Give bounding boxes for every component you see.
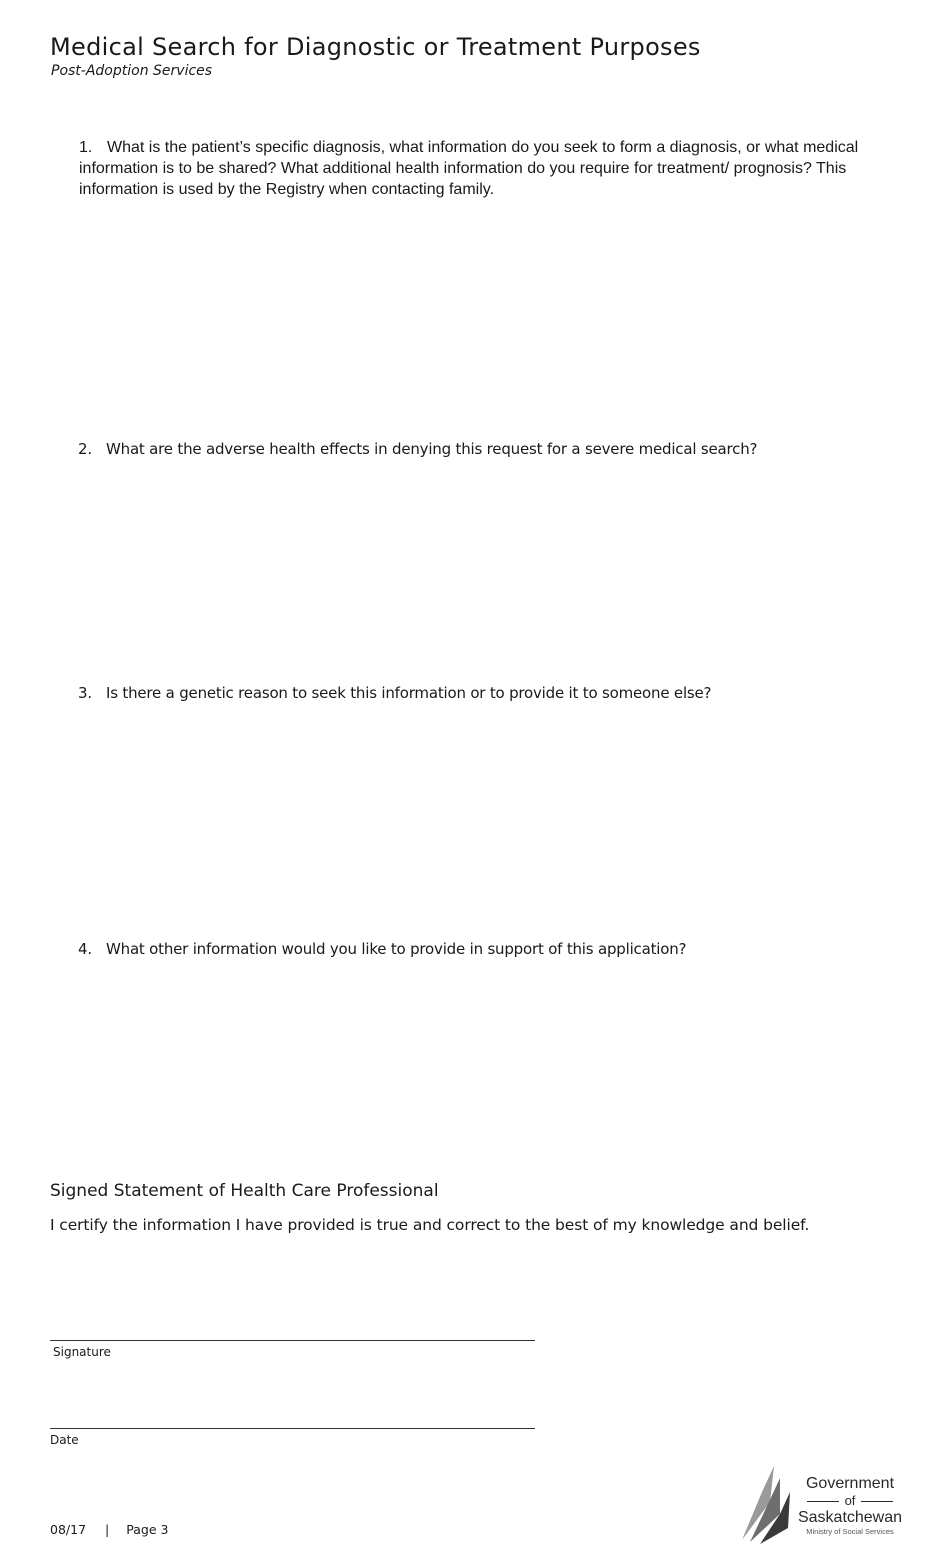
question-text: Is there a genetic reason to seek this information or to provide it to someone else? <box>106 684 712 702</box>
question-3 <box>78 684 711 702</box>
page-number: Page 3 <box>126 1522 169 1537</box>
date-line[interactable] <box>50 1428 535 1429</box>
question-2 <box>78 440 757 458</box>
page-footer <box>50 1522 168 1537</box>
certify-text: I certify the information I have provided is true and correct to the best of my knowledge and belief. <box>50 1216 810 1234</box>
signature-label: Signature <box>53 1345 111 1359</box>
footer-separator: | <box>105 1522 110 1537</box>
form-version: 08/17 <box>50 1522 87 1537</box>
date-label: Date <box>50 1433 79 1447</box>
question-text: What is the patient’s specific diagnosis, what information do you seek to form a diagnosis, or what medical information is to be shared? What additional health information do you require for treatment/ prognosis? This information is used by the Registry when contacting family. <box>79 139 859 198</box>
wordmark-of: of <box>795 1493 905 1509</box>
question-text: What other information would you like to provide in support of this application? <box>106 940 687 958</box>
question-number: 1. <box>79 139 93 156</box>
wordmark-saskatchewan: Saskatchewan <box>797 1509 903 1526</box>
government-wordmark <box>795 1475 905 1537</box>
question-4 <box>78 940 686 958</box>
question-1 <box>79 137 869 200</box>
statement-heading: Signed Statement of Health Care Professional <box>50 1181 439 1201</box>
wordmark-government: Government <box>805 1475 895 1492</box>
question-number: 4. <box>78 940 92 958</box>
question-number: 3. <box>78 684 92 702</box>
question-text: What are the adverse health effects in denying this request for a severe medical search? <box>106 440 758 458</box>
signature-line[interactable] <box>50 1340 535 1341</box>
page-subtitle: Post-Adoption Services <box>51 63 213 79</box>
wordmark-ministry: Ministry of Social Services <box>806 1527 894 1536</box>
page-title: Medical Search for Diagnostic or Treatment Purposes <box>50 33 701 61</box>
question-number: 2. <box>78 440 92 458</box>
